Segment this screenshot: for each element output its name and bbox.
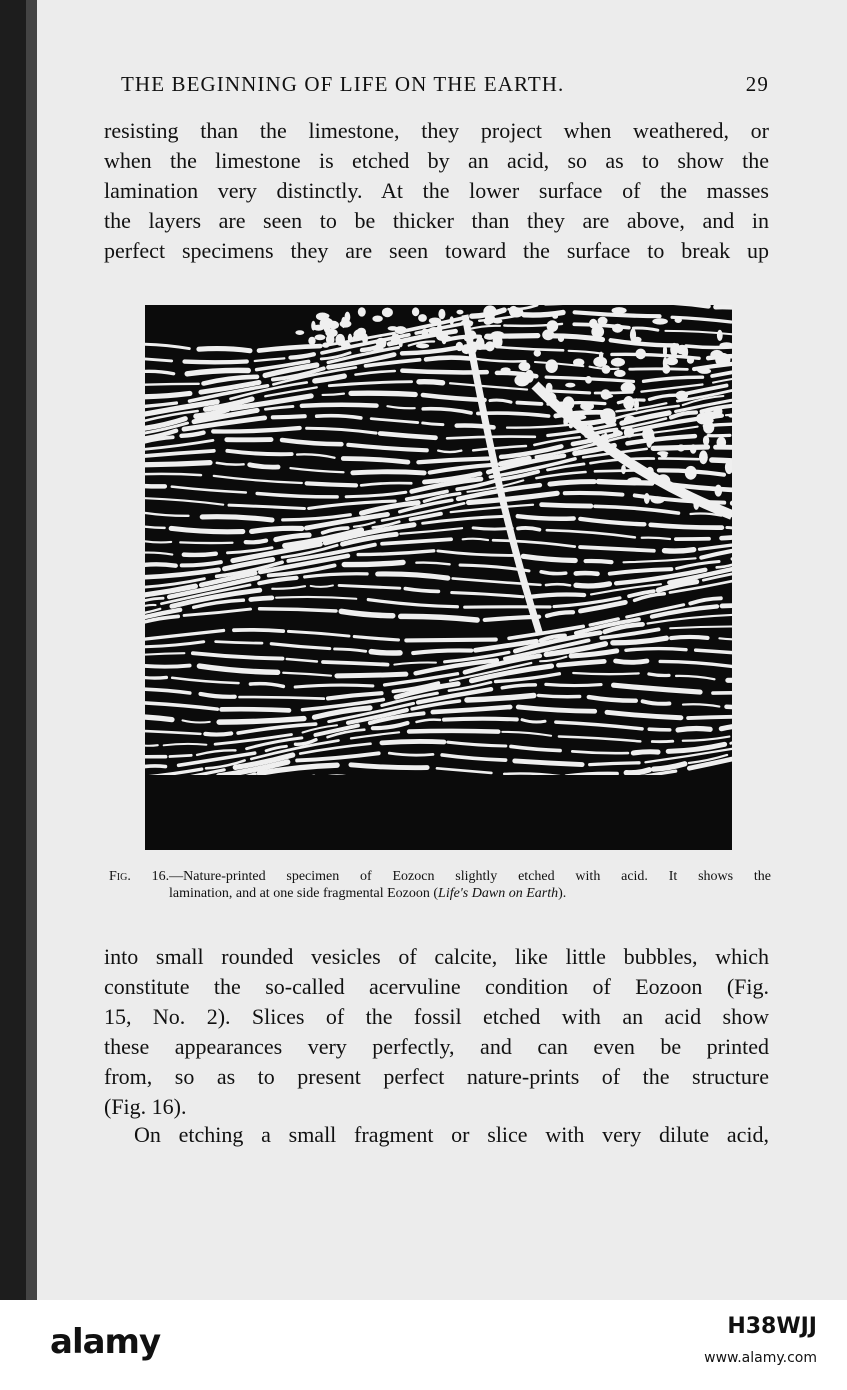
- text-line: 15, No. 2). Slices of the fossil etched with an acid show: [104, 1004, 769, 1029]
- text-line: lamination very distinctly. At the lower surface of the masses: [104, 178, 769, 203]
- figure-caption: [109, 868, 771, 902]
- figure-eozoon-nature-print: [145, 305, 732, 850]
- text-line: On etching a small fragment or slice with very dilute acid,: [134, 1122, 769, 1147]
- text-line: resisting than the limestone, they project when weathered, or: [104, 118, 769, 143]
- paragraph-middle: [104, 942, 769, 1122]
- caption-label: Fig.: [109, 869, 131, 884]
- paragraph-bottom: [104, 1120, 769, 1150]
- caption-text-line1: 16.—Nature-printed specimen of Eozocn slightly etched with acid. It shows the: [151, 869, 772, 884]
- text-line: (Fig. 16).: [104, 1094, 187, 1119]
- caption-source: Life's Dawn on Earth: [438, 886, 559, 901]
- page-edge: [26, 0, 37, 1300]
- text-line: perfect specimens they are seen toward the surface to break up: [104, 238, 769, 263]
- brand-logo: alamy: [50, 1322, 161, 1362]
- watermark-bar: [0, 1300, 847, 1390]
- caption-text-end: ).: [558, 886, 567, 901]
- caption-text-line2: lamination, and at one side fragmental Eozoon (: [169, 886, 439, 901]
- running-title: THE BEGINNING OF LIFE ON THE EARTH.: [121, 72, 565, 96]
- text-line: these appearances very perfectly, and can even be printed: [104, 1034, 769, 1059]
- paper: [37, 0, 847, 1300]
- image-url: www.alamy.com: [704, 1350, 817, 1366]
- text-line: from, so as to present perfect nature-prints of the structure: [104, 1064, 769, 1089]
- text-line: the layers are seen to be thicker than they are above, and in: [104, 208, 769, 233]
- text-line: into small rounded vesicles of calcite, like little bubbles, which: [104, 944, 769, 969]
- text-line: constitute the so-called acervuline condition of Eozoon (Fig.: [104, 974, 769, 999]
- text-line: when the limestone is etched by an acid, so as to show the: [104, 148, 769, 173]
- laminated-specimen-illustration: [145, 305, 732, 850]
- image-id: H38WJJ: [727, 1314, 817, 1339]
- page-number: 29: [745, 72, 769, 96]
- paragraph-top: [104, 116, 769, 266]
